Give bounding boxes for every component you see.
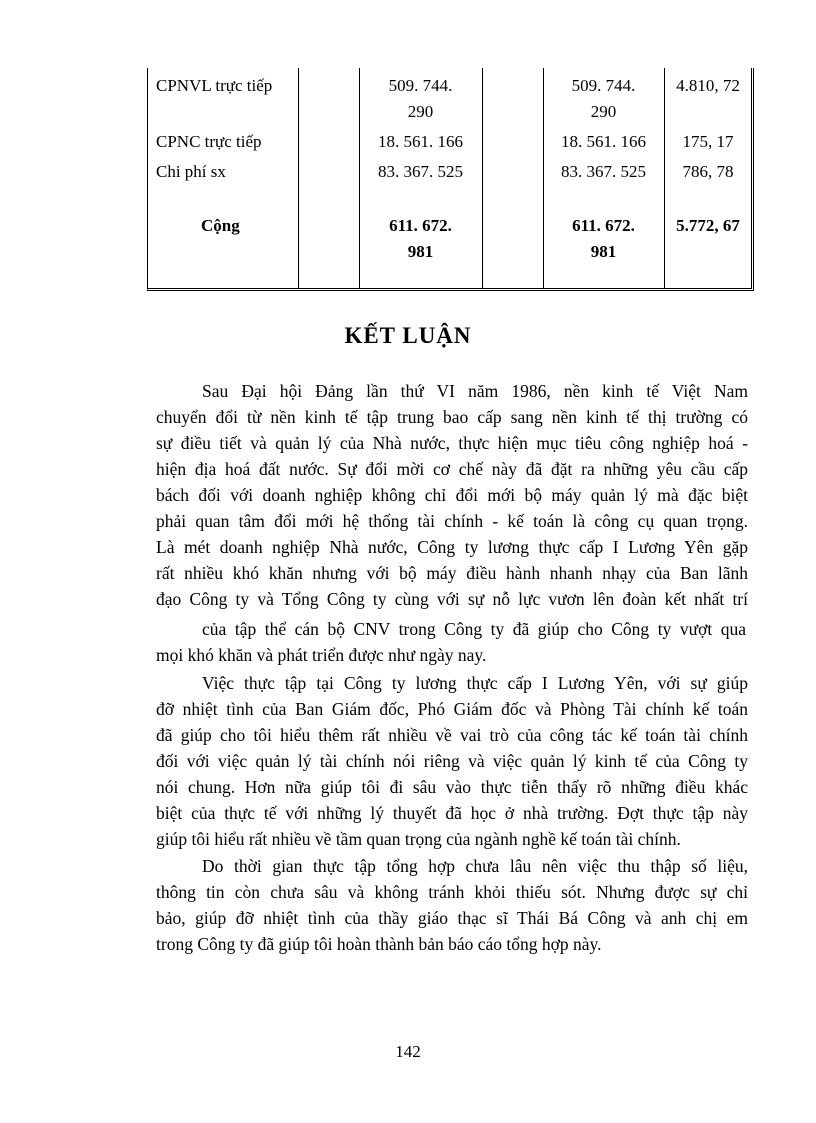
paragraph-line: trong Công ty đã giúp tôi hoàn thành bản báo cáo tổng hợp này. xyxy=(156,934,602,954)
section-title: KẾT LUẬN xyxy=(344,323,472,348)
row-label: CPNC trực tiếp xyxy=(156,132,262,151)
paragraph-line: hiện địa hoá đất nước. Sự đổi mời cơ chế này đã đặt ra những yêu cầu cấp xyxy=(156,459,748,479)
total-value: 611. 672. xyxy=(572,216,635,235)
paragraph-line: chuyển đổi từ nền kinh tế tập trung bao cấp sang nền kinh tế thị trường có xyxy=(156,407,748,427)
total-value: 611. 672. xyxy=(389,216,452,235)
paragraph-line: giúp tôi hiểu rất nhiều về tầm quan trọng của ngành nghề kế toán tài chính. xyxy=(156,829,681,849)
row-value: 83. 367. 525 xyxy=(561,162,646,181)
paragraph-line: Việc thực tập tại Công ty lương thực cấp I Lương Yên, với sự giúp xyxy=(202,673,748,693)
row-value: 83. 367. 525 xyxy=(378,162,463,181)
cost-table xyxy=(147,68,754,291)
paragraph-line: Sau Đại hội Đảng lần thứ VI năm 1986, nền kinh tế Việt Nam xyxy=(202,381,748,401)
paragraph-line: nói chung. Hơn nữa giúp tôi đi sâu vào thực tiễn thấy rõ những điều khác xyxy=(156,777,748,797)
table-column-divider xyxy=(482,68,483,288)
total-label: Cộng xyxy=(201,216,240,235)
paragraph-line: Là mét doanh nghiệp Nhà nước, Công ty lương thực cấp I Lương Yên gặp xyxy=(156,537,748,557)
row-value: 290 xyxy=(407,102,434,121)
paragraph-line: đã giúp cho tôi hiểu thêm rất nhiều về vai trò của công tác kế toán tài chính xyxy=(156,725,748,745)
table-column-divider xyxy=(298,68,299,288)
paragraph-line: bảo, giúp đỡ nhiệt tình của thầy giáo thạc sĩ Thái Bá Công và anh chị em xyxy=(156,908,748,928)
paragraph-line: đạo Công ty và Tổng Công ty cùng với sự nỗ lực vươn lên đoàn kết nhất trí xyxy=(156,589,748,609)
total-value: 981 xyxy=(407,242,434,261)
row-value: 18. 561. 166 xyxy=(561,132,646,151)
row-value: 509. 744. xyxy=(388,76,453,95)
paragraph-line: thông tin còn chưa sâu và không tránh khỏi thiếu sót. Nhưng được sự chỉ xyxy=(156,882,748,902)
paragraph-line: mọi khó khăn và phát triển được như ngày nay. xyxy=(156,645,487,665)
row-label: Chi phí sx xyxy=(156,162,226,181)
paragraph-line: rất nhiều khó khăn nhưng với bộ máy điều hành nhanh nhạy của Ban lãnh xyxy=(156,563,748,583)
paragraph-line: đối với việc quản lý tài chính nói riêng và việc quản lý kinh tế của Công ty xyxy=(156,751,748,771)
paragraph-line: bách đối với doanh nghiệp không chỉ đổi mới bộ máy quản lý mà đặc biệt xyxy=(156,485,748,505)
row-value: 786, 78 xyxy=(682,162,734,181)
total-value: 5.772, 67 xyxy=(676,216,740,235)
row-value: 18. 561. 166 xyxy=(378,132,463,151)
paragraph-line: đỡ nhiệt tình của Ban Giám đốc, Phó Giám đốc và Phòng Tài chính kế toán xyxy=(156,699,748,719)
paragraph-line: Do thời gian thực tập tổng hợp chưa lâu nên việc thu thập số liệu, xyxy=(202,856,748,876)
row-label: CPNVL trực tiếp xyxy=(156,76,273,95)
total-value: 981 xyxy=(590,242,617,261)
page-number: 142 xyxy=(395,1042,421,1061)
paragraph-line: phải quan tâm đổi mới hệ thống tài chính - kế toán là công cụ quan trọng. xyxy=(156,511,748,531)
row-value: 4.810, 72 xyxy=(676,76,740,95)
paragraph-line: của tập thể cán bộ CNV trong Công ty đã giúp cho Công ty vượt qua xyxy=(202,619,746,639)
paragraph-line: sự điều tiết và quản lý của Nhà nước, thực hiện mục tiêu công nghiệp hoá - xyxy=(156,433,748,453)
row-value: 290 xyxy=(590,102,617,121)
row-value: 175, 17 xyxy=(682,132,734,151)
paragraph-line: biệt của thực tế với những lý thuyết đã học ở nhà trường. Đợt thực tập này xyxy=(156,803,748,823)
row-value: 509. 744. xyxy=(571,76,636,95)
